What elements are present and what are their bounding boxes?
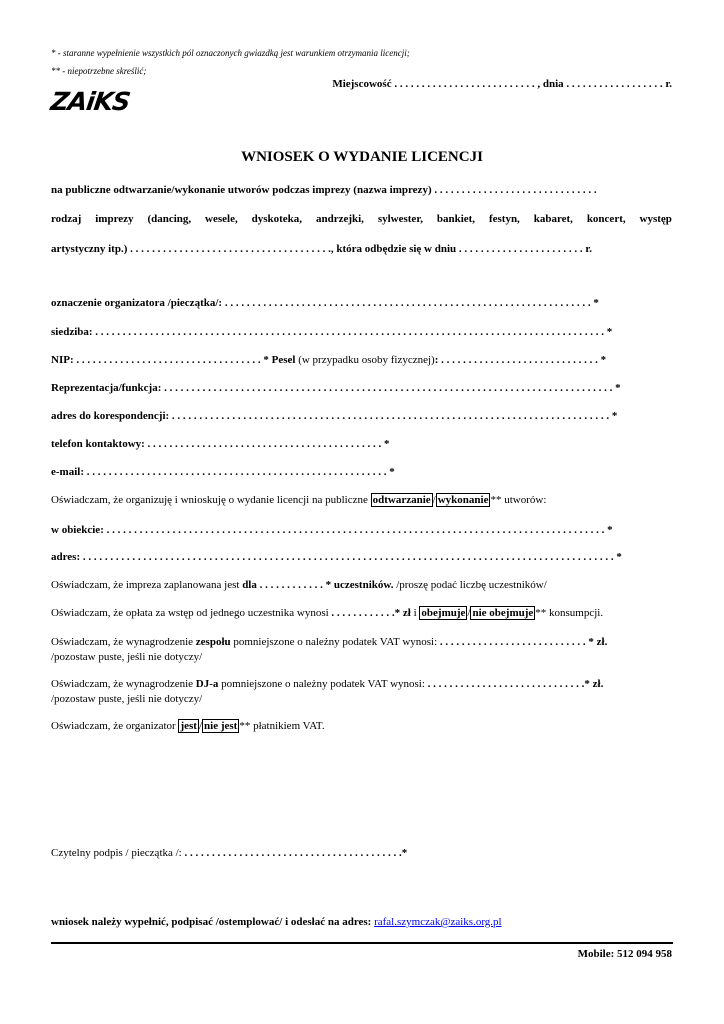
band-fee-note: /pozostaw puste, jeśli nie dotyczy/ <box>51 651 203 663</box>
option-obejmuje[interactable]: obejmuje <box>421 607 466 619</box>
participants-text: Oświadczam, że impreza zaplanowana jest <box>51 579 243 591</box>
declaration-use <box>51 494 546 506</box>
fee-text: Oświadczam, że opłata za wstęp od jednego uczestnika wynosi <box>51 607 332 619</box>
email-field[interactable]: e-mail: . . . . . . . . . . . . . . . . . . . . . . . . . . . . . . . . . . . . . . . . . . . . . . . . . . . . . . . * <box>51 466 395 478</box>
signature-dots: . . . . . . . . . . . . . . . . . . . . . . . . . . . . . . . . . . . . . . . .* <box>184 847 408 859</box>
option-jest[interactable]: jest <box>180 720 197 732</box>
event-type-word: (dancing, <box>147 213 192 225</box>
slash: / <box>432 494 436 506</box>
place-date-field[interactable]: Miejscowość . . . . . . . . . . . . . . . . . . . . . . . . . . , dnia . . . . . . . . . . . . . . . . . . r. <box>332 78 672 90</box>
band-fee-field[interactable] <box>51 636 607 648</box>
declaration-use-end: ** utworów: <box>490 494 547 506</box>
fee-dots: . . . . . . . . . . . .* zł <box>331 607 411 619</box>
nip-pesel-field[interactable] <box>51 354 606 366</box>
fee-end: ** konsumpcji. <box>535 607 604 619</box>
fee-field[interactable] <box>51 607 603 619</box>
option-wykonanie[interactable]: wykonanie <box>437 494 489 506</box>
vat-declaration <box>51 720 325 732</box>
fee-and: i <box>410 607 420 619</box>
note-required-fields: * - staranne wypełnienie wszystkich pól oznaczonych gwiazdką jest warunkiem otrzymania licencji; <box>51 48 410 58</box>
event-type-date-field[interactable]: artystyczny itp.) . . . . . . . . . . . . . . . . . . . . . . . . . . . . . . . . . . . . ., która odbędzie się w dniu . . . . . . . . . . . . . . . . . . . . . . . r. <box>51 243 593 255</box>
event-name-field[interactable]: na publiczne odtwarzanie/wykonanie utworów podczas imprezy (nazwa imprezy) . . . . . . . . . . . . . . . . . . . . . . . . . . . . . . <box>51 184 597 196</box>
event-type-word: imprezy <box>95 213 134 225</box>
note-strike-unneeded: ** - niepotrzebne skreślić; <box>51 66 147 76</box>
object-field[interactable]: w obiekcie: . . . . . . . . . . . . . . . . . . . . . . . . . . . . . . . . . . . . . . . . . . . . . . . . . . . . . . . . . . . . . . . . . . . . . . . . . . . . . . . . . . . . . . . . . . . * <box>51 524 613 536</box>
event-type-line <box>51 213 672 225</box>
page-title: WNIOSEK O WYDANIE LICENCJI <box>241 149 483 165</box>
event-type-word: bankiet, <box>436 213 476 225</box>
object-address-field[interactable]: adres: . . . . . . . . . . . . . . . . . . . . . . . . . . . . . . . . . . . . . . . . . . . . . . . . . . . . . . . . . . . . . . . . . . . . . . . . . . . . . . . . . . . . . . . . . . . . . . . . . * <box>51 551 622 563</box>
event-type-word: wesele, <box>205 213 238 225</box>
zaiks-logo: ZAiKS <box>48 87 132 116</box>
organizer-field[interactable]: oznaczenie organizatora /pieczątka/: . . . . . . . . . . . . . . . . . . . . . . . . . . . . . . . . . . . . . . . . . . . . . . . . . . . . . . . . . . . . . . . . . . . * <box>51 297 599 309</box>
band-bold: zespołu <box>195 636 231 648</box>
footer-divider <box>51 942 673 944</box>
dj-dots: . . . . . . . . . . . . . . . . . . . . . . . . . . . . .* zł. <box>427 678 604 690</box>
phone-field[interactable]: telefon kontaktowy: . . . . . . . . . . . . . . . . . . . . . . . . . . . . . . . . . . . . . . . . . . . * <box>51 438 390 450</box>
dj-fee-field[interactable] <box>51 678 603 690</box>
event-type-word: andrzejki, <box>315 213 364 225</box>
signature-label: Czytelny podpis / pieczątka /: <box>51 847 185 859</box>
event-type-word: występ <box>639 213 672 225</box>
option-nie-obejmuje[interactable]: nie obejmuje <box>472 607 534 619</box>
signature-field[interactable] <box>51 847 407 859</box>
mobile-number: Mobile: 512 094 958 <box>577 948 672 960</box>
representation-field[interactable]: Reprezentacja/funkcja: . . . . . . . . . . . . . . . . . . . . . . . . . . . . . . . . . . . . . . . . . . . . . . . . . . . . . . . . . . . . . . . . . . . . . . . . . . . . . . . . . . * <box>51 382 621 394</box>
slash: / <box>198 720 203 732</box>
dj-bold: DJ-a <box>195 678 219 690</box>
participants-field[interactable] <box>51 579 547 591</box>
slash: / <box>467 607 471 619</box>
send-text: wniosek należy wypełnić, podpisać /ostemplować/ i odesłać na adres: <box>51 916 375 928</box>
seat-field[interactable]: siedziba: . . . . . . . . . . . . . . . . . . . . . . . . . . . . . . . . . . . . . . . . . . . . . . . . . . . . . . . . . . . . . . . . . . . . . . . . . . . . . . . . . . . . . . . . . . . . . * <box>51 326 613 338</box>
event-type-word: koncert, <box>586 213 626 225</box>
band-text: Oświadczam, że wynagrodzenie <box>51 636 196 648</box>
dj-mid: pomniejszone o należny podatek VAT wynosi: <box>218 678 428 690</box>
event-type-word: kabaret, <box>533 213 573 225</box>
send-email-link[interactable]: rafal.szymczak@zaiks.org.pl <box>374 916 502 928</box>
vat-end: ** płatnikiem VAT. <box>239 720 325 732</box>
send-instructions <box>51 916 502 928</box>
dj-text: Oświadczam, że wynagrodzenie <box>51 678 196 690</box>
band-dots: . . . . . . . . . . . . . . . . . . . . . . . . . . . * zł. <box>439 636 608 648</box>
event-type-word: rodzaj <box>51 213 82 225</box>
pesel-note: (w przypadku osoby fizycznej) <box>295 354 435 366</box>
event-type-word: festyn, <box>488 213 520 225</box>
event-type-word: sylwester, <box>377 213 423 225</box>
band-mid: pomniejszone o należny podatek VAT wynosi: <box>230 636 440 648</box>
dj-fee-note: /pozostaw puste, jeśli nie dotyczy/ <box>51 693 203 705</box>
participants-note: /proszę podać liczbę uczestników/ <box>393 579 547 591</box>
correspondence-address-field[interactable]: adres do korespondencji: . . . . . . . . . . . . . . . . . . . . . . . . . . . . . . . . . . . . . . . . . . . . . . . . . . . . . . . . . . . . . . . . . . . . . . . . . . . . . . . . * <box>51 410 618 422</box>
pesel-dots: : . . . . . . . . . . . . . . . . . . . . . . . . . . . . . * <box>434 354 607 366</box>
event-type-word: dyskoteka, <box>251 213 303 225</box>
nip-label: NIP: . . . . . . . . . . . . . . . . . . . . . . . . . . . . . . . . . . * Pesel <box>51 354 296 366</box>
option-nie-jest[interactable]: nie jest <box>204 720 238 732</box>
declaration-use-text: Oświadczam, że organizuję i wnioskuję o wydanie licencji na publiczne <box>51 494 371 506</box>
option-odtwarzanie[interactable]: odtwarzanie <box>372 494 431 506</box>
participants-dots: dla . . . . . . . . . . . . * uczestników. <box>242 579 394 591</box>
vat-text: Oświadczam, że organizator <box>51 720 179 732</box>
